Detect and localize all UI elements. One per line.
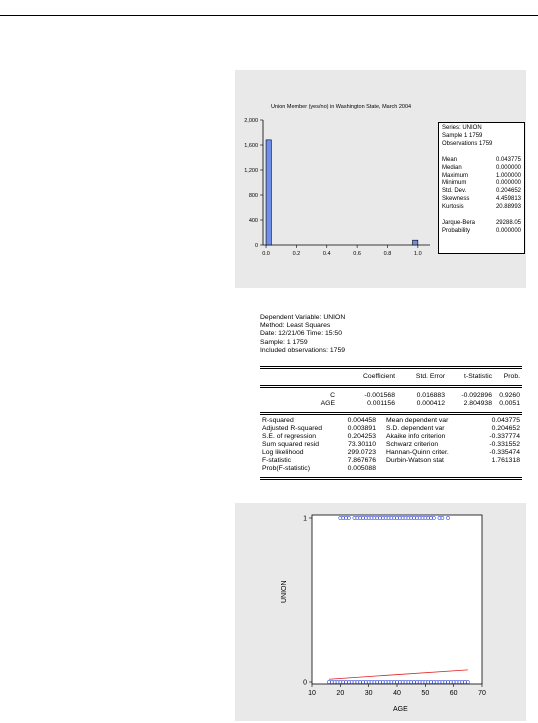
stats-key: Jarque-Bera [442, 220, 476, 227]
coef-prob: 0.9260 [499, 392, 520, 399]
regression-header-line: Method: Least Squares [260, 322, 331, 330]
regression-stat-row [260, 465, 522, 473]
stats-value: 0.000000 [495, 227, 521, 234]
stats-value: 0.204652 [495, 188, 521, 195]
stat-value-right: 0.204652 [491, 425, 520, 432]
stats-key: Minimum [442, 180, 467, 187]
stat-value-right [474, 465, 520, 473]
stats-row [442, 204, 524, 212]
scatter-panel [235, 503, 526, 721]
stats-row [442, 165, 524, 173]
regression-stat-row [260, 449, 522, 457]
stats-value: 0.000000 [495, 164, 521, 171]
histogram-y-tick-label: 0 [254, 243, 258, 249]
stats-key: Median [442, 164, 462, 171]
histogram-x-tick-label: 0.2 [292, 251, 301, 257]
regression-stat-row [260, 441, 522, 449]
histogram-x-tick-label: 0.8 [383, 251, 392, 257]
stat-label-right: Akaike info criterion [386, 433, 446, 440]
regression-header-line: Included observations: 1759 [260, 346, 346, 354]
histogram-bar [413, 240, 418, 245]
stat-value-left: 299.0723 [347, 449, 376, 456]
regression-output [260, 314, 522, 472]
regression-stat-row [260, 433, 522, 441]
histogram-panel [235, 70, 526, 288]
regression-header-line: Dependent Variable: UNION [260, 314, 346, 321]
coef-variable: C [330, 392, 335, 399]
stat-label-right: Durbin-Watson stat [386, 457, 444, 464]
stats-key: Skewness [442, 196, 470, 203]
stats-key: Maximum [442, 172, 469, 179]
coef-row [260, 400, 522, 408]
stats-row [442, 173, 524, 181]
stats-row [442, 196, 524, 204]
stats-value: 0.043775 [495, 156, 521, 163]
regression-header [260, 314, 522, 355]
histogram-x-tick-label: 0.6 [353, 251, 361, 257]
stats-value: 29288.05 [495, 220, 521, 227]
histogram-chart [235, 110, 435, 300]
stat-label-left: Adjusted R-squared [262, 425, 323, 432]
stats-row [442, 220, 524, 228]
scatter-y-axis-label: UNION [281, 580, 288, 603]
stats-value: 0.000000 [495, 180, 521, 187]
stats-value: 1.000000 [495, 172, 521, 179]
stat-value-left: 0.005088 [347, 465, 376, 472]
scatter-x-tick-label: 30 [364, 690, 373, 697]
stat-value-left: 0.003891 [347, 425, 376, 432]
stat-value-right: -0.331552 [489, 441, 520, 448]
coef-std-error: 0.000412 [416, 400, 445, 407]
scatter-x-tick-label: 70 [478, 690, 486, 697]
scatter-x-axis-label: AGE [393, 706, 408, 713]
coef-value: -0.001568 [364, 392, 395, 399]
coef-column-header: Std. Error [415, 373, 445, 380]
stat-value-left: 0.004458 [347, 417, 376, 424]
stats-observations: Observations 1759 [442, 140, 493, 147]
stat-value-right: -0.337774 [489, 433, 520, 440]
stat-label-left: F-statistic [262, 457, 292, 464]
histogram-y-tick-label: 1,200 [244, 168, 258, 174]
stats-key: Std. Dev. [442, 188, 467, 195]
stats-row [442, 157, 524, 165]
scatter-x-tick-label: 60 [449, 690, 458, 697]
coef-variable: AGE [320, 400, 335, 407]
stats-row [442, 228, 524, 236]
stats-key: Mean [442, 156, 458, 163]
coef-column-headers [260, 369, 522, 385]
histogram-x-tick-label: 0.0 [262, 251, 270, 257]
coef-value: 0.001156 [367, 400, 395, 407]
histogram-title: Union Member (yes/no) in Washington State, March 2004 [271, 104, 412, 110]
scatter-y-tick-label: 1 [303, 515, 307, 523]
scatter-x-tick-label: 50 [421, 690, 430, 697]
scatter-plot-area [312, 515, 482, 684]
histogram-y-tick-label: 2,000 [244, 118, 258, 124]
stats-row [442, 188, 524, 196]
coef-column-header: Prob. [503, 373, 520, 380]
scatter-chart [235, 503, 526, 703]
histogram-y-tick-label: 400 [248, 218, 258, 224]
stat-label-left: R-squared [262, 417, 294, 424]
stats-series: Series: UNION [442, 125, 482, 131]
regression-header-line: Date: 12/21/06 Time: 15:50 [260, 330, 342, 338]
regression-header-line: Sample: 1 1759 [260, 338, 308, 346]
scatter-x-tick-label: 20 [336, 690, 345, 697]
stat-label-right [376, 465, 474, 473]
histogram-x-tick-label: 1.0 [414, 251, 422, 257]
coef-column-header: Coefficient [363, 373, 395, 380]
stats-value: 4.459813 [495, 196, 521, 203]
stat-value-right: -0.335474 [489, 449, 520, 456]
stat-label-right: Mean dependent var [386, 417, 449, 424]
coef-std-error: 0.016883 [416, 392, 445, 399]
regression-stat-row [260, 425, 522, 433]
histogram-bar [266, 140, 271, 245]
stat-label-right: Hannan-Quinn criter. [386, 449, 449, 456]
scatter-x-tick-label: 10 [308, 690, 316, 697]
stat-label-left: Sum squared resid [262, 441, 320, 448]
regression-stat-row [260, 417, 522, 425]
histogram-x-tick-label: 0.4 [322, 251, 331, 257]
stat-value-left: 73.30110 [348, 441, 376, 448]
stat-value-left: 7.867676 [347, 457, 376, 464]
stats-key: Kurtosis [442, 204, 464, 211]
scatter-x-tick-label: 40 [393, 690, 401, 697]
stat-label-left: Prob(F-statistic) [262, 465, 310, 472]
stat-label-right: S.D. dependent var [386, 425, 445, 432]
stat-label-right: Schwarz criterion [386, 441, 439, 448]
scatter-y-tick-label: 0 [303, 679, 307, 687]
stats-sample: Sample 1 1759 [442, 132, 483, 139]
stat-label-left: S.E. of regression [262, 433, 317, 440]
coef-row [260, 392, 522, 400]
coef-prob: 0.0051 [499, 400, 520, 407]
coef-t-stat: 2.804938 [463, 400, 492, 407]
stats-key: Probability [442, 227, 471, 234]
top-rule [0, 15, 538, 16]
stats-row [442, 180, 524, 188]
stat-value-right: 0.043775 [491, 417, 520, 424]
regression-stat-row [260, 457, 522, 465]
stat-value-right: 1.761318 [491, 457, 520, 464]
coef-column-header [260, 369, 335, 385]
regression-table [260, 366, 522, 480]
coef-t-stat: -0.092896 [461, 392, 492, 399]
stat-label-left: Log likelihood [262, 449, 304, 456]
coef-column-header: t-Statistic [464, 373, 492, 380]
histogram-y-tick-label: 800 [248, 193, 258, 199]
descriptive-stats-box [438, 122, 525, 254]
stats-value: 20.88993 [495, 204, 521, 211]
histogram-y-tick-label: 1,600 [244, 143, 258, 149]
stat-value-left: 0.204253 [347, 433, 376, 440]
